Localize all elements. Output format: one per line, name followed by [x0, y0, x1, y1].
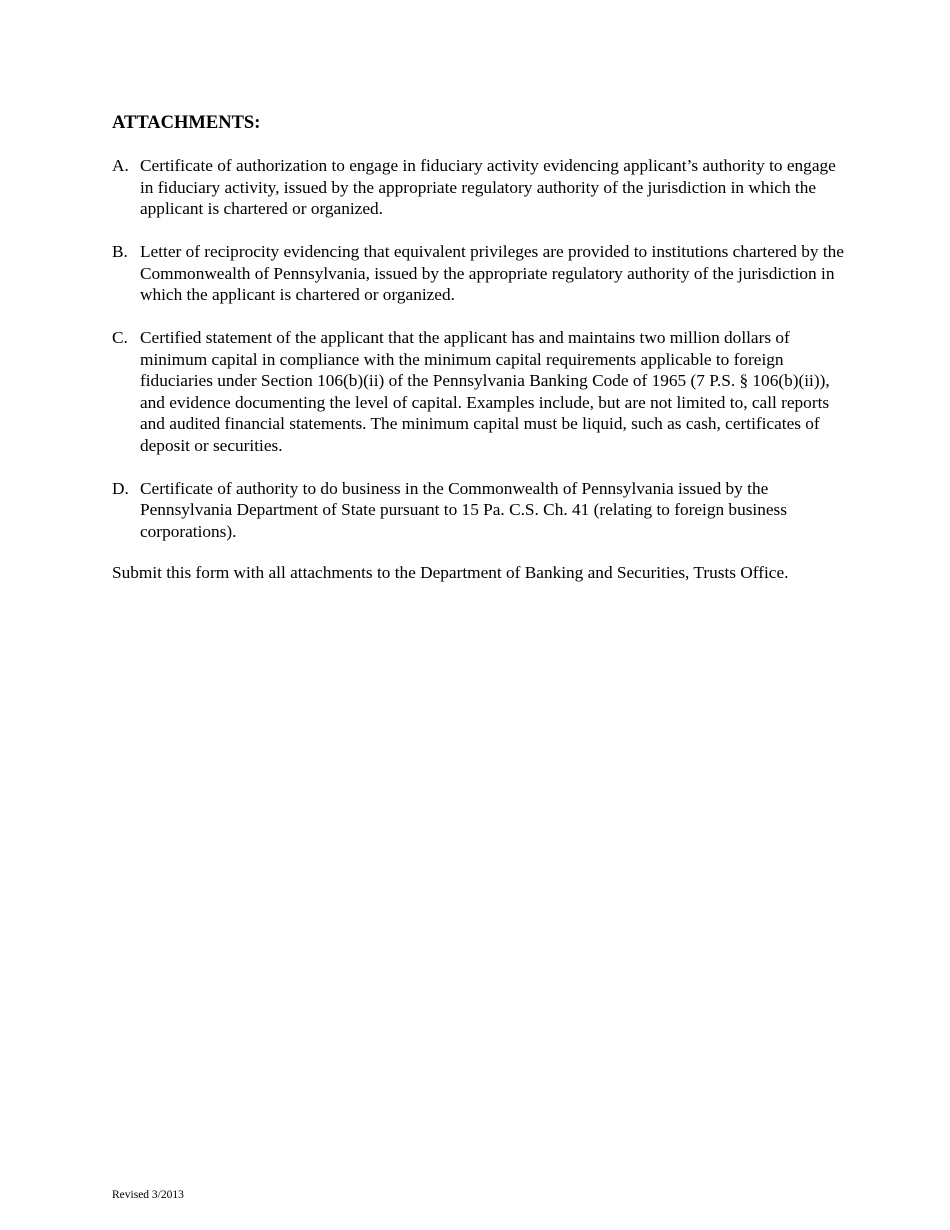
attachment-item-b	[112, 241, 844, 306]
attachment-letter: C.	[112, 328, 128, 347]
attachment-letter: B.	[112, 242, 128, 261]
attachment-text: Certificate of authority to do business in the Commonwealth of Pennsylvania issued by the Pennsylvania Department of State pursuant to 15 Pa. C.S. Ch. 41 (relating to foreign business corporations).	[140, 478, 787, 541]
attachment-text: Certified statement of the applicant that the applicant has and maintains two million dollars of minimum capital in compliance with the minimum capital requirements applicable to foreign fiduciaries under Section 106(b)(ii) of the Pennsylvania Banking Code of 1965 (7 P.S. § 106(b)(ii)), and evidence documenting the level of capital. Examples include, but are not limited to, call reports and audited financial statements. The minimum capital must be liquid, such as cash, certificates of deposit or securities.	[140, 328, 830, 455]
attachments-heading: ATTACHMENTS:	[112, 113, 261, 133]
attachment-item-c	[112, 327, 844, 456]
submission-instructions: Submit this form with all attachments to the Department of Banking and Securities, Trusts Office.	[112, 563, 789, 582]
attachment-item-a	[112, 155, 844, 220]
attachment-letter: D.	[112, 478, 129, 498]
attachment-text: Letter of reciprocity evidencing that equivalent privileges are provided to institutions chartered by the Commonwealth of Pennsylvania, issued by the appropriate regulatory authority of the jurisdiction in which the applicant is chartered or organized.	[140, 242, 844, 304]
attachment-item-d	[112, 478, 844, 543]
attachment-letter: A.	[112, 156, 129, 175]
attachment-text: Certificate of authorization to engage in fiduciary activity evidencing applicant’s authority to engage in fiduciary activity, issued by the appropriate regulatory authority of the jurisdiction in which the applicant is chartered or organized.	[140, 156, 836, 218]
revision-footer: Revised 3/2013	[112, 1189, 184, 1201]
attachments-list	[112, 155, 844, 564]
